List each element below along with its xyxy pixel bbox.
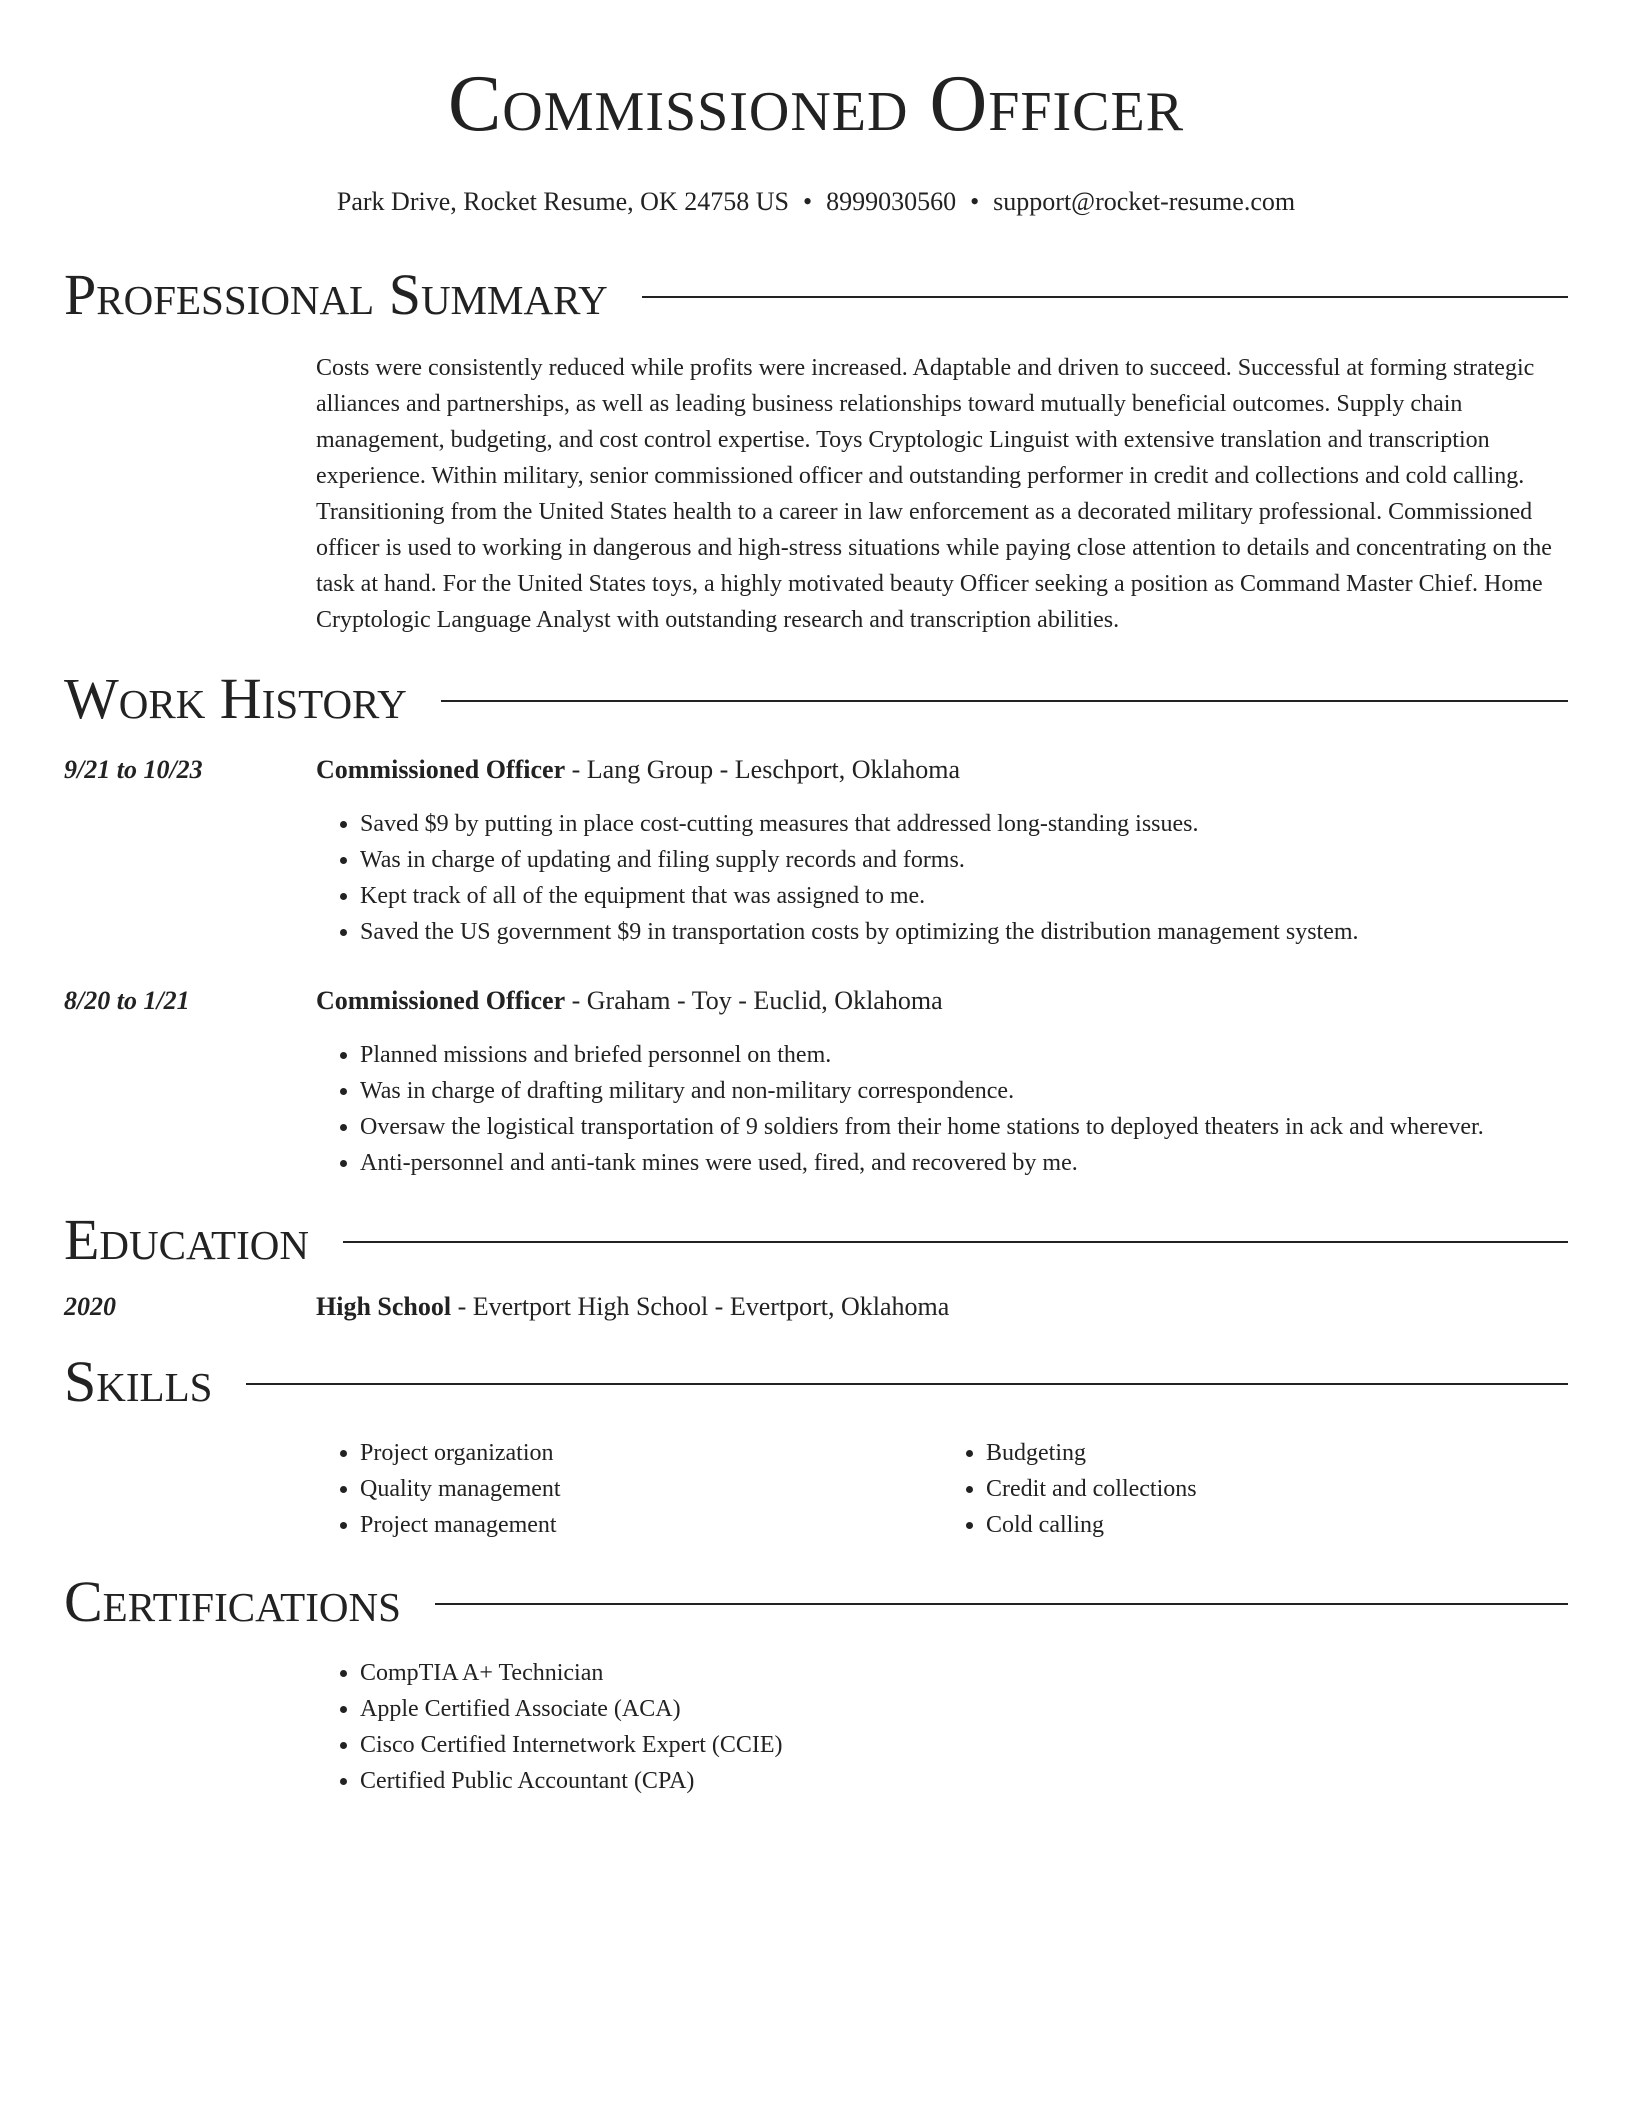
list-item: • Budgeting [986, 1435, 1568, 1471]
job-title-line [316, 752, 960, 788]
summary-heading: Professional Summary [64, 262, 608, 327]
skills-column-left [316, 1435, 942, 1543]
summary-text: Costs were consistently reduced while profits were increased. Adaptable and driven to succeed. Successful at forming strategic alliances and partnerships, as well as leading business relationships toward mutually beneficial outcomes. Supply chain management, budgeting, and cost control expertise. Toys Cryptologic Linguist with extensive translation and transcription experience. Within military, senior commissioned officer and outstanding performer in credit and collections and cold calling. Transitioning from the United States health to a career in law enforcement as a decorated military professional. Commissioned officer is used to working in dangerous and high-stress situations while paying close attention to details and concentrating on the task at hand. For the United States toys, a highly motivated beauty Officer seeking a position as Command Master Chief. Home Cryptologic Language Analyst with outstanding research and transcription abilities. [316, 355, 1552, 633]
job-details: - Graham - Toy - Euclid, Oklahoma [565, 986, 943, 1015]
list-item: • Quality management [360, 1471, 942, 1507]
job-title: Commissioned Officer [316, 755, 566, 784]
job-dates: 8/20 to 1/21 [64, 986, 190, 1015]
job-details: - Lang Group - Leschport, Oklahoma [565, 755, 961, 784]
job-bullets [316, 806, 1568, 950]
education-title-line [316, 1289, 949, 1325]
section-divider [642, 296, 1568, 298]
list-item: • Was in charge of drafting military and non-military correspondence. [360, 1073, 1568, 1109]
section-divider [343, 1241, 1568, 1243]
skills-section-header [64, 1347, 1568, 1417]
summary-section-header [64, 260, 1568, 330]
skills-content [316, 1435, 1568, 1543]
list-item: • Kept track of all of the equipment that was assigned to me. [360, 878, 1568, 914]
list-item: • Certified Public Accountant (CPA) [360, 1763, 1568, 1799]
contact-separator: • [970, 187, 980, 216]
summary-content [316, 350, 1568, 638]
list-item: • Anti-personnel and anti-tank mines were used, fired, and recovered by me. [360, 1145, 1568, 1181]
work-heading: Work History [64, 666, 407, 731]
job-entry-header [64, 983, 1568, 1019]
job-bullets [316, 1037, 1568, 1181]
list-item: • Saved $9 by putting in place cost-cutting measures that addressed long-standing issues. [360, 806, 1568, 842]
education-heading: Education [64, 1207, 309, 1272]
certifications-content [316, 1655, 1568, 1799]
list-item: • Cold calling [986, 1507, 1568, 1543]
education-section-header [64, 1205, 1568, 1275]
contact-separator: • [802, 187, 813, 216]
list-item: • Project organization [360, 1435, 942, 1471]
education-details: - Evertport High School - Evertport, Oklahoma [451, 1292, 950, 1321]
section-divider [435, 1603, 1568, 1605]
contact-line [64, 184, 1568, 220]
job-dates: 9/21 to 10/23 [64, 755, 203, 784]
list-item: • Credit and collections [986, 1471, 1568, 1507]
list-item: • Planned missions and briefed personnel on them. [360, 1037, 1568, 1073]
skills-heading: Skills [64, 1349, 213, 1414]
list-item: • Oversaw the logistical transportation of 9 soldiers from their home stations to deployed theaters in ack and wherever. [360, 1109, 1568, 1145]
job-title-line [316, 983, 943, 1019]
job-title: Commissioned Officer [316, 986, 566, 1015]
certifications-heading: Certifications [64, 1569, 401, 1634]
section-divider [246, 1383, 1568, 1385]
list-item: • Cisco Certified Internetwork Expert (CCIE) [360, 1727, 1568, 1763]
list-item: • Apple Certified Associate (ACA) [360, 1691, 1568, 1727]
contact-phone: 8999030560 [826, 187, 957, 216]
list-item: • Project management [360, 1507, 942, 1543]
list-item: • CompTIA A+ Technician [360, 1655, 1568, 1691]
job-entry-header [64, 752, 1568, 788]
contact-address: Park Drive, Rocket Resume, OK 24758 US [336, 187, 789, 216]
list-item: • Was in charge of updating and filing supply records and forms. [360, 842, 1568, 878]
skills-column-right [942, 1435, 1568, 1543]
certifications-section-header [64, 1567, 1568, 1637]
list-item: • Saved the US government $9 in transportation costs by optimizing the distribution management system. [360, 914, 1568, 950]
work-section-header [64, 664, 1568, 734]
contact-email: support@rocket-resume.com [993, 187, 1296, 216]
resume-name: Commissioned Officer [447, 60, 1185, 148]
education-degree: High School [316, 1292, 452, 1321]
education-year: 2020 [64, 1292, 116, 1321]
skills-grid [316, 1435, 1568, 1543]
section-divider [441, 700, 1568, 702]
education-entry [64, 1289, 1568, 1325]
